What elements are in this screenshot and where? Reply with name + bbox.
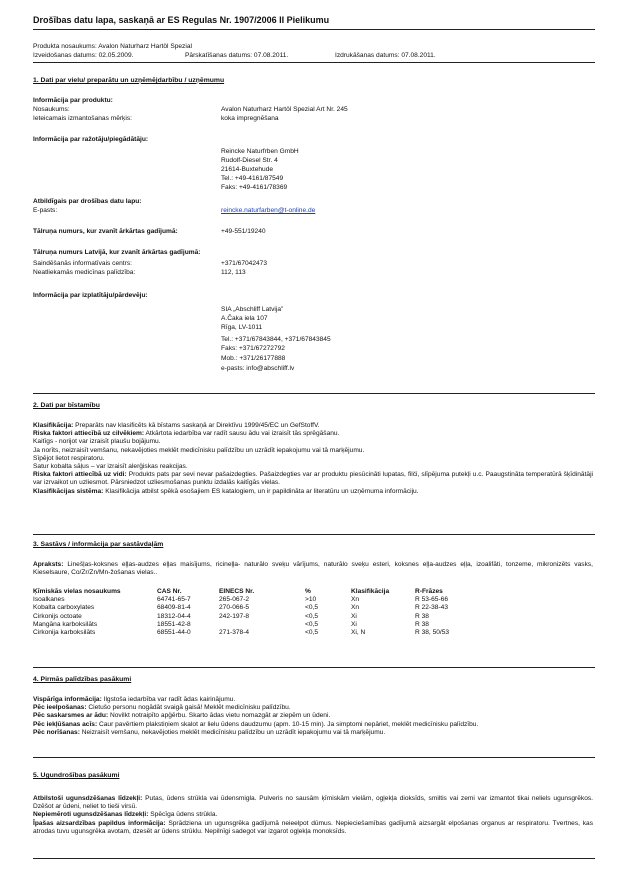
header-product-name: Produkta nosaukums: Avalon Naturharz Hartöl Spezial: [33, 43, 192, 50]
poison-center-label: Saindēšanās informatīvais centrs:: [33, 260, 132, 267]
fire-line: Atbilstoši ugunsdzēšanas līdzekļi: Putas, ūdens strūkla vai ūdensmigla. Pulveris no sausām ķīmiskām vielām, ogļekļa dioksīds, smiltis vai zemi var izmantot tikai neliels ugunsgrēkos. Dzēšot ar ūdeni, neliet to tieši virsū.: [33, 795, 593, 811]
table-row: Cirkonija karboksilāts 68551-44-0 271-378-4 <0,5 Xi, N R 38, 50/53: [33, 629, 450, 637]
product-name-row: [33, 106, 595, 115]
hazard-line: Sīpējot lietot respiratoru.: [33, 454, 105, 462]
email-label: E-pasts:: [33, 207, 58, 214]
column-header: Klasifikācija: [351, 588, 390, 595]
hazard-line: Klasifikācija: Preparāts nav klasificēts kā bīstams saskaņā ar Direktīvu 1999/45/EC un GefStoffV.: [33, 422, 320, 429]
column-header: %: [305, 588, 311, 595]
table-row: Cirkonijs octoate 18312-04-4 242-197-8 <0,5 Xi R 38: [33, 612, 429, 620]
section-5-heading: 5. Ugundrošības pasākumi: [33, 772, 120, 779]
hazard-line: Ja norīts, neizraisīt vemšanu, nekavējoties meklēt medicīnisku palīdzību un uzrādīt iepakojumu vai tā marķējumu.: [33, 446, 365, 454]
distributor-line: Tel.: +371/67843844, +371/67843845: [221, 336, 331, 343]
emergency-row: [33, 228, 595, 237]
hazard-text: [33, 422, 593, 496]
distributor-title: Informācija par izplatītāju/pārdevēju:: [33, 292, 148, 299]
section-divider: [33, 667, 595, 668]
section-4-heading: 4. Pirmās palīdzības pasākumi: [33, 676, 132, 683]
first-aid-line: Pēc iekļūšanas acīs: Caur pavērtiem plakstiņiem skalot ar lielu ūdens daudzumu (apm. 10-15 min). Ja simptomi nepāriet, meklēt medicīnisku palīdzību.: [33, 720, 479, 728]
hazard-line: Satur kobalta sāļus – var izraisīt alerģiskas reakcijas.: [33, 463, 188, 471]
product-use-value: koka impregnēšana: [221, 115, 279, 122]
table-header-row: [33, 588, 595, 596]
distributor-line: A.Čaka iela 107: [221, 315, 268, 322]
composition-description: Apraksts: Linešļas-koksnes eļļas-audzes eļļas maisījums, ricineļļa- naturālo sveķu vārījums, naturālo sveķu esteri, koksnes eļļa-audzes eļļa, izoalifāti, tonzeme, mikronizēts vasks, Kieselsaure, Co/Zr/Zn/Mn-žošanas vielas..: [33, 561, 593, 577]
ambulance-label: Neatliekamās medicīnas palīdzība:: [33, 269, 136, 276]
first-aid-line: Pēc ieelpošanas: Cietušo personu nogādāt svaigā gaisā! Meklēt medicīnisku palīdzību.: [33, 704, 291, 712]
email-row: [33, 207, 595, 216]
email-link[interactable]: reincke.naturfarben@t-online.de: [221, 207, 316, 214]
table-row: Mangāna karboksilāts 18551-42-8 <0,5 Xi R 38: [33, 620, 429, 628]
section-divider: [33, 534, 595, 535]
latvia-emergency-title: Tālruņa numurs Latvijā, kur zvanīt ārkārtas gadījumā:: [33, 249, 201, 256]
column-header: Ķīmiskās vielas nosaukums: [33, 588, 121, 595]
fire-line: Īpašas aizsardzības papildus informācija: Sprādziena un ugunsgrēka gadījumā neieelpot dūmus. Nepieciešamības gadījumā aizsargāt elpošanas organus ar respiratoru. Tvertnes, kas atrodas tuvu ugunsgrēka avotam, dzesēt ar ūdens strūklu. Nepilnīgi sadegot var izgarot ogļekļa monoksīds.: [33, 819, 593, 835]
product-name-value: Avalon Naturharz Hartöl Spezial Art Nr. 245: [221, 106, 348, 113]
section-divider: [33, 858, 595, 859]
responsible-title: Atbildīgais par drošības datu lapu:: [33, 198, 142, 205]
distributor-line: Rīga, LV-1011: [221, 324, 263, 331]
table-row: Isoalkanes 64741-65-7 265-067-2 >10 Xn R 53-65-66: [33, 596, 448, 604]
first-aid-line: Pēc norīšanas: Neizraisīt vemšanu, nekavējoties meklēt medicīnisku palīdzību un uzrādīt iepakojumu vai tā marķējumu.: [33, 728, 386, 736]
table-row: Kobalta carboxylates 68409-81-4 270-066-5 <0,5 Xn R 22-38-43: [33, 604, 448, 612]
distributor-line: e-pasts: info@abschliff.lv: [221, 365, 295, 372]
poison-center-row: [33, 260, 595, 269]
first-aid-text: [33, 696, 593, 737]
column-header: EINECS Nr.: [219, 588, 255, 595]
hazard-line: Riska faktori attiecībā uz vidi: Produkts pats par sevi nevar pašaizdegties. Pašaizdegties var ar produktu piesūcināti lupatas, filči, slīpējuma putekļi u.c. Paaugstināta temperatūrā šķīdinātāji var izrvaikot un uzliesmot. Pārsniedzot uzliesmošanas punktu izdalās kaitīgās vielas.: [33, 471, 593, 487]
product-name-label: Nosaukums:: [33, 106, 70, 113]
manufacturer-line: Rudolf-Diesel Str. 4: [221, 157, 278, 164]
section-divider: [33, 757, 595, 758]
section-3-heading: 3. Sastāvs / informācija par sastāvdaļām: [33, 541, 164, 548]
column-header: R-Frāzes: [415, 588, 443, 595]
distributor-line: Mob.: +371/26177888: [221, 355, 286, 362]
hazard-line: Kaitīgs - norijot var izraisīt plaušu bojājumu.: [33, 438, 161, 446]
section-divider: [33, 393, 595, 394]
hazard-line: Riska faktori attiecībā uz cilvēkiem: Atkārtota iedarbība var radīt sausu ādu vai izraisīt tās sprēgāšanu.: [33, 430, 340, 438]
poison-center-value: +371/67042473: [221, 260, 268, 267]
manufacturer-line: Tel.: +49-4161/87549: [221, 175, 284, 182]
section-2-heading: 2. Dati par bīstamību: [33, 402, 100, 409]
ambulance-row: [33, 269, 595, 278]
manufacturer-title: Informācija par ražotāju/piegādātāju:: [33, 136, 149, 143]
product-use-row: [33, 115, 595, 124]
header-issue-date: Izveidošanas datums: 02.05.2009.: [33, 52, 134, 59]
ingredients-table: [33, 588, 595, 637]
section-1-heading: 1. Dati par vielu/ preparātu un uzņēmējdarbību / uzņēmumu: [33, 77, 225, 84]
first-aid-line: Pēc saskarsmes ar ādu: Novilkt notraipīto apģērbu. Skarto ādas vietu nomazgāt ar ziepēm un ūdeni.: [33, 712, 331, 720]
column-header: CAS Nr.: [157, 588, 182, 595]
header-print-date: Izdrukāšanas datums: 07.08.2011.: [335, 52, 436, 59]
emergency-label: Tālruņa numurs, kur zvanīt ārkārtas gadījumā:: [33, 228, 178, 235]
document-title: Drošības datu lapa, saskaņā ar ES Regulas Nr. 1907/2006 II Pielikumu: [33, 15, 330, 25]
header-divider: [33, 62, 595, 63]
fire-fighting-text: [33, 795, 593, 836]
hazard-line: Klasifikācijas sistēma: Klasifikācija atbilst spēkā esošajiem ES katalogiem, un ir papildināta ar literatūru un uzņēmuma informāciju.: [33, 487, 419, 495]
distributor-line: SIA „Abschliff Latvija”: [221, 306, 284, 313]
product-info-title: Informācija par produktu:: [33, 97, 113, 104]
manufacturer-line: Reincke Naturfrben GmbH: [221, 148, 299, 155]
header-revision-date: Pārskatīšanas datums: 07.08.2011.: [185, 52, 289, 59]
manufacturer-line: Faks: +49-4161/78369: [221, 184, 288, 191]
emergency-value: +49-551/19240: [221, 228, 266, 235]
first-aid-line: Vispārīga informācija: Ilgstoša iedarbība var radīt ādas kairinājumu.: [33, 696, 236, 703]
title-divider: [33, 29, 595, 30]
ambulance-value: 112, 113: [221, 269, 246, 276]
manufacturer-line: 21614-Buxtehude: [221, 166, 274, 173]
product-use-label: Ieteicamais izmantošanas mērķis:: [33, 115, 132, 122]
distributor-line: Faks: +371/67272792: [221, 345, 285, 352]
fire-line: Nepiemēroti ugunsdzēšanas līdzekļi: Spēcīga ūdens strūkla.: [33, 811, 218, 819]
